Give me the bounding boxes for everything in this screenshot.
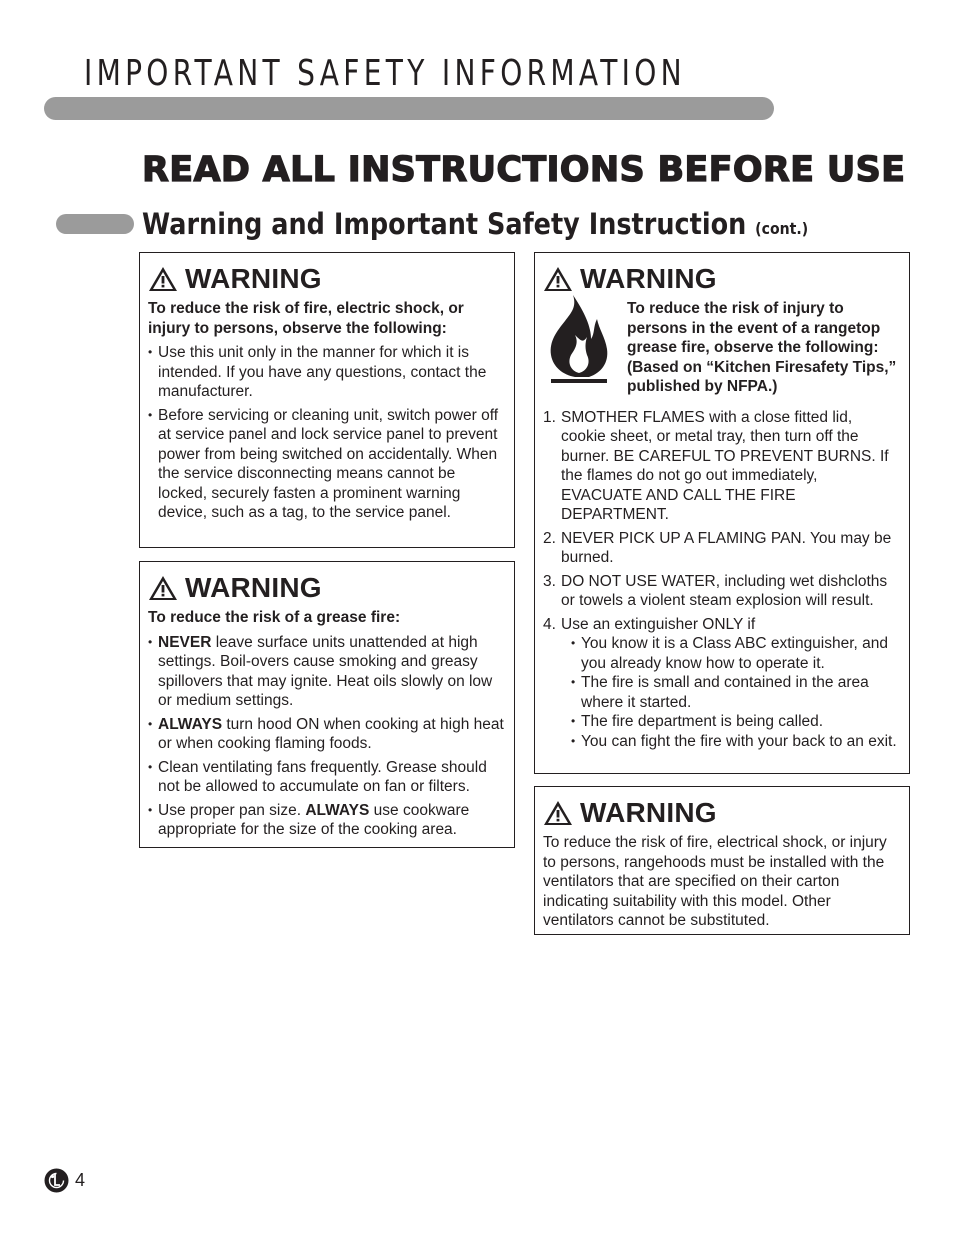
page-number: 4 — [75, 1170, 86, 1190]
list-item — [543, 408, 901, 525]
list-item — [148, 715, 506, 754]
warning-heading — [148, 572, 506, 604]
lg-logo-icon — [44, 1168, 69, 1193]
step-text: Use an extinguisher ONLY if — [561, 615, 756, 633]
list-item: • You can fight the fire with your back to an exit. — [571, 732, 901, 752]
list-item — [148, 633, 506, 711]
warning-heading-text: WARNING — [185, 572, 322, 603]
list-item — [543, 529, 901, 568]
warning-heading-text: WARNING — [580, 797, 717, 828]
warning-heading — [543, 797, 901, 829]
fire-steps-list — [543, 408, 901, 752]
list-item: • Use this unit only in the manner for which it is intended. If you have any questions, contact the manufacturer. — [148, 343, 506, 402]
extinguisher-conditions-list — [561, 634, 901, 751]
step-text: SMOTHER FLAMES with a close fitted lid, cookie sheet, or metal tray, then turn off the burner. BE CAREFUL TO PREVENT BURNS. If the flames do not go out immediately, EVACUATE AND CALL THE FIRE DEPARTMENT. — [561, 408, 889, 523]
step-number: 2. — [543, 529, 556, 547]
warning-heading-text: WARNING — [580, 263, 717, 294]
warning-triangle-icon — [148, 575, 178, 601]
section-heading-title: Warning and Important Safety Instruction — [142, 207, 747, 241]
fire-icon — [545, 291, 613, 385]
list-item: • Before servicing or cleaning unit, switch power off at service panel and lock service panel to prevent power from being switched on accidentally. When the service disconnecting means cannot be locked, securely fasten a prominent warning device, such as a tag, to the service panel. — [148, 406, 506, 523]
warning-box-ventilators — [534, 786, 910, 935]
list-item-text: turn hood ON when cooking at high heat or when cooking flaming foods. — [158, 715, 504, 752]
warning-intro: To reduce the risk of a grease fire: — [148, 609, 401, 626]
warning-triangle-icon — [543, 800, 573, 826]
fire-intro-row — [543, 299, 901, 402]
warning-box-electrical — [139, 252, 515, 548]
step-text: DO NOT USE WATER, including wet dishcloths or towels a violent steam explosion will result. — [561, 572, 888, 609]
warning-bullet-list — [148, 343, 506, 523]
list-item: • The fire is small and contained in the area where it started. — [571, 673, 901, 712]
list-item — [148, 801, 506, 840]
list-item: • You know it is a Class ABC extinguisher, and you already know how to operate it. — [571, 634, 901, 673]
page-header-title: IMPORTANT SAFETY INFORMATION — [84, 53, 686, 94]
list-item-text: use cookware appropriate for the size of the cooking area. — [158, 801, 470, 838]
emphasis-never: NEVER — [158, 633, 212, 651]
page-footer — [44, 1168, 85, 1193]
warning-heading — [148, 263, 506, 295]
warning-triangle-icon — [543, 266, 573, 292]
step-number: 4. — [543, 615, 556, 633]
warning-box-rangetop-fire — [534, 252, 910, 774]
emphasis-always: ALWAYS — [305, 801, 370, 819]
warning-body-text: To reduce the risk of fire, electrical shock, or injury to persons, rangehoods must be installed with the ventilators that are specified on their carton indicating suitability with this model. Other ventilators cannot be substituted. — [543, 834, 887, 929]
warning-triangle-icon — [148, 266, 178, 292]
step-number: 3. — [543, 572, 556, 590]
section-marker-pill — [56, 214, 134, 234]
warning-box-grease-fire — [139, 561, 515, 848]
list-item: • The fire department is being called. — [571, 712, 901, 732]
list-item — [543, 572, 901, 611]
list-item — [543, 615, 901, 752]
warning-bullet-list — [148, 633, 506, 840]
warning-heading-text: WARNING — [185, 263, 322, 294]
emphasis-always: ALWAYS — [158, 715, 223, 733]
list-item-text: leave surface units unattended at high settings. Boil-overs cause smoking and greasy spillovers that may ignite. Heat oils slowly on low or medium settings. — [158, 633, 493, 709]
list-item-text: Clean ventilating fans frequently. Grease should not be allowed to accumulate on fan or filters. — [158, 758, 487, 795]
list-item — [148, 758, 506, 797]
warning-intro: To reduce the risk of injury to persons in the event of a rangetop grease fire, observe the following: (Based on “Kitchen Firesafety Tips,” published by NFPA.) — [627, 300, 897, 395]
section-heading-cont: (cont.) — [755, 219, 809, 238]
header-divider-bar — [44, 97, 774, 120]
step-text: NEVER PICK UP A FLAMING PAN. You may be burned. — [561, 529, 892, 566]
list-item-text: Use proper pan size. — [158, 801, 306, 819]
section-heading — [142, 204, 808, 249]
step-number: 1. — [543, 408, 556, 426]
warning-intro: To reduce the risk of fire, electric shock, or injury to persons, observe the following: — [148, 300, 464, 337]
main-heading: READ ALL INSTRUCTIONS BEFORE USE — [142, 150, 906, 190]
